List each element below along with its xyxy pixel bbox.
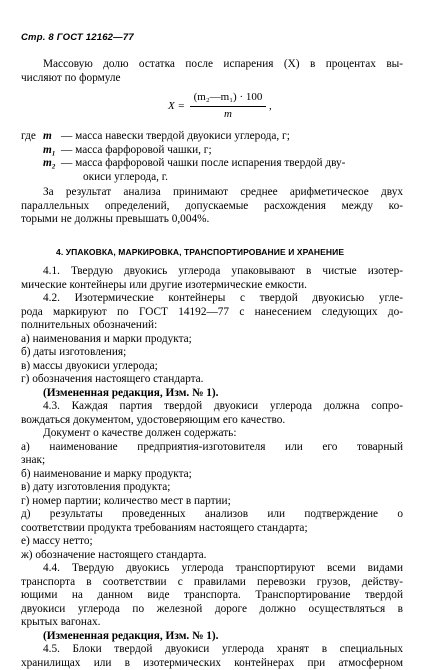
amendment-note: (Измененная редакция, Изм. № 1). [21,387,403,401]
text-line: г) номер партии; количество мест в партии; [21,495,403,509]
definition-text: окиси углерода, г. [83,171,168,185]
text-line: а) наименование предприятия-изготовителя или его товарный [21,441,403,455]
formula [168,91,288,127]
text-line: в) дату изготовления продукта; [21,481,403,495]
section-body [21,265,403,670]
section-title: 4. УПАКОВКА, МАРКИРОВКА, ТРАНСПОРТИРОВАНИЕ И ХРАНЕНИЕ [56,247,344,257]
text-line: д) результаты проведенных анализов или подтверждение о [21,508,403,522]
formula-comma: , [269,100,272,112]
text-line: б) даты изготовления; [21,346,403,360]
formula-denominator: m [192,108,264,120]
text-line: г) обозначения настоящего стандарта. [21,373,403,387]
text-line: 4.2. Изотермические контейнеры с твердой двуокисью угле- [21,292,403,306]
text-line: б) наименование и марку продукта; [21,468,403,482]
definition-text: — масса навески твердой двуокиси углерода, г; [61,130,290,144]
text-line: а) наименования и марки продукта; [21,333,403,347]
text-line: рода маркируют по ГОСТ 14192—77 с нанесением следующих до- [21,306,403,320]
definition-symbol: m₂ [43,157,56,171]
text-line: знак; [21,454,403,468]
text-line: полнительных обозначений: [21,319,403,333]
text-line: Документ о качестве должен содержать: [21,427,403,441]
text-line: 4.1. Твердую двуокись углерода упаковывают в чистые изотер- [21,265,403,279]
page-header: Стр. 8 ГОСТ 12162—77 [21,32,134,43]
amendment-note: (Измененная редакция, Изм. № 1). [21,630,403,644]
text-line: в) массы двуокиси углерода; [21,360,403,374]
definition-text: — масса фарфоровой чашки после испарения твердой дву- [61,157,345,171]
text-line: ж) обозначение настоящего стандарта. [21,549,403,563]
fraction-bar [190,106,266,107]
text-line: ющими на данном виде транспорта. Транспортирование твердой [21,589,403,603]
text-line: крытых вагонах. [21,616,403,630]
definition-symbol: m₁ [43,144,56,158]
text-line: двуокиси углерода по железной дороге должно осуществляться в [21,603,403,617]
paragraph-result [21,186,403,227]
text-line: соответствии продукта требованиям настоящего стандарта; [21,522,403,536]
text-line: торыми не должны превышать 0,004%. [21,213,403,227]
formula-lhs: X = [168,100,185,112]
paragraph-intro [21,58,403,85]
text-line: е) массу нетто; [21,535,403,549]
definition-symbol: m [43,130,52,144]
text-line: Массовую долю остатка после испарения (X) в процентах вы- [21,58,403,72]
text-line: параллельных определений, допускаемые расхождения между ко- [21,200,403,214]
text-line: числяют по формуле [21,72,403,86]
definition-lead: где [21,130,36,144]
text-line: хранилищах или в изотермических контейнерах при атмосферном [21,657,403,670]
formula-numerator: (m₂—m₁) · 100 [192,91,264,103]
text-line: транспорта в соответствии с правилами перевозки грузов, действу- [21,576,403,590]
text-line: мические контейнеры или другие изотермические емкости. [21,279,403,293]
text-line: 4.4. Твердую двуокись углерода транспортируют всеми видами [21,562,403,576]
text-line: вождаться документом, удостоверяющим его качество. [21,414,403,428]
definition-text: — масса фарфоровой чашки, г; [61,144,212,158]
text-line: За результат анализа принимают среднее арифметическое двух [21,186,403,200]
text-line: 4.5. Блоки твердой двуокиси углерода хранят в специальных [21,643,403,657]
text-line: 4.3. Каждая партия твердой двуокиси углерода должна сопро- [21,400,403,414]
